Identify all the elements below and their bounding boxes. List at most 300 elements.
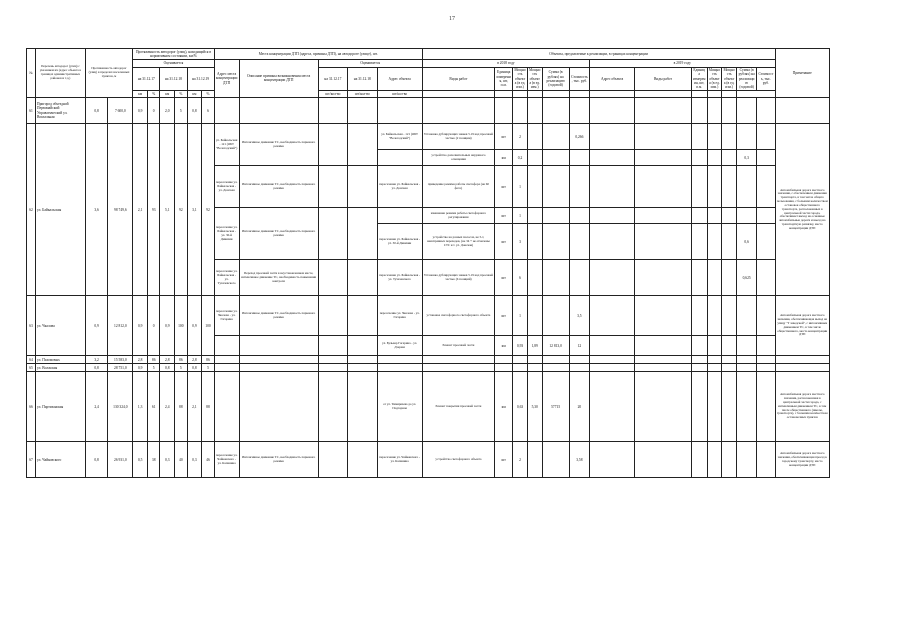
work-type: Установка дублирующих знаков 5.19 над проезжей частью (6 позиций) [422, 260, 494, 296]
empty-cell [318, 166, 347, 208]
empty-cell [722, 364, 737, 372]
quantity: 1 [513, 296, 528, 336]
unit: шт [495, 166, 513, 208]
conc-cause: Интенсивное движение ТС, необходимость паркового режима [239, 208, 318, 260]
conc-cause: Интенсивное движение ТС, необходимость паркового режима [239, 296, 318, 336]
work-type: изменение режима работы светофорного регулирования [422, 208, 494, 224]
empty-cell [542, 356, 569, 364]
percent-2019: 86 [202, 356, 214, 364]
note: Автомобильная дорога местного значения, обеспечивающая выход на улицу "Т заводской", с интенсивным движением ТС, в том числе общественного, место концентрации ДТП [775, 296, 830, 356]
col-address: Адрес места концентрации ДТП [214, 59, 239, 98]
empty-cell [722, 296, 737, 336]
sub-estimate: Оценивается [133, 59, 214, 67]
empty-cell [757, 356, 775, 364]
quantity: 2 [513, 442, 528, 478]
empty-cell [348, 356, 377, 364]
cost: 57715 [542, 372, 569, 442]
price: 12 [569, 336, 589, 356]
group-objects: Объекты, предлагаемые к реализации, в границах концентрации [422, 49, 775, 60]
conc-address: ул. Байкальская - 121 (ОБТ "Вологодский") [214, 124, 239, 166]
y2019-objects: в 2019 году [590, 59, 775, 67]
empty-cell [757, 150, 775, 166]
price-18: Стоимость, тыс. руб. [569, 67, 589, 91]
percent-2017: 38 [147, 442, 159, 478]
empty-cell [318, 372, 347, 442]
empty-cell [635, 98, 692, 124]
empty-cell [422, 364, 494, 372]
empty-cell [513, 98, 528, 124]
volume-19: Мощность объекта (в ед. изм.) [708, 68, 721, 90]
work-type: устройство на разных полосах, не 5-т, неисправных переходов, (не 34 + не отмечены СТС и т. ул. Донская) [422, 224, 494, 260]
empty-cell [722, 150, 737, 166]
empty-cell [348, 296, 377, 336]
length: 0,8 [85, 98, 108, 124]
empty-cell [527, 356, 542, 364]
object-address [377, 150, 422, 166]
unit-cell: км [133, 91, 148, 98]
empty-cell [590, 336, 635, 356]
empty-cell [736, 364, 756, 372]
empty-cell [527, 442, 542, 478]
empty-cell [757, 336, 775, 356]
empty-cell [590, 372, 635, 442]
empty-cell [635, 260, 692, 296]
empty-cell [348, 260, 377, 296]
object-address: пересечение ул. Чкалова - ул. Гагарина [377, 296, 422, 336]
conc-cause: Интенсивное движение ТС, необходимость паркового режима [239, 166, 318, 208]
unit-cell [722, 91, 737, 98]
empty-cell [736, 356, 756, 364]
empty-cell [691, 208, 707, 224]
empty-cell [318, 336, 347, 356]
col-road: Перечень автодорог (улиц) с указанием их (адрес объекта в границах административных районов и т.д.) [36, 49, 86, 98]
empty-cell [590, 260, 635, 296]
empty-cell [736, 372, 756, 442]
unit-cell [707, 91, 722, 98]
empty-cell [691, 166, 707, 208]
quantity: 2 [513, 124, 528, 150]
empty-cell [707, 372, 722, 442]
price: 0,266 [569, 124, 589, 150]
empty-cell [775, 364, 830, 372]
quantity: 1 [513, 208, 528, 224]
empty-cell [757, 260, 775, 296]
price: 0,3 [736, 150, 756, 166]
conc-2018: на 31.12.18 [348, 67, 377, 91]
empty-cell [635, 124, 692, 150]
empty-cell [590, 98, 635, 124]
value-2017: 0,9 [133, 364, 148, 372]
unit: км [495, 336, 513, 356]
note: Автомобильная дорога местного значения, обеспечивающая проезд к городскому транспорту, место концентрации ДТП [775, 442, 830, 478]
percent-2019: 6 [202, 98, 214, 124]
value-2019: 3,1 [187, 124, 202, 296]
unit: шт [495, 260, 513, 296]
percent-2017: 93 [147, 124, 159, 296]
empty-cell [590, 224, 635, 260]
empty-cell [691, 296, 707, 336]
empty-cell [348, 364, 377, 372]
normal: 98 749,6 [108, 124, 133, 296]
work-18: Виды работ [422, 67, 494, 91]
percent-2017: 0 [147, 98, 159, 124]
table-row [27, 296, 830, 336]
empty-cell [707, 336, 722, 356]
work-type: приведение режима работы светофора (на 60 фото) [422, 166, 494, 208]
empty-cell [691, 372, 707, 442]
price: 20 [569, 372, 589, 442]
empty-cell [422, 98, 494, 124]
table-row [27, 98, 830, 124]
percent-2019: 5 [202, 364, 214, 372]
empty-cell [635, 166, 692, 208]
empty-cell [527, 224, 542, 260]
empty-cell [348, 98, 377, 124]
empty-cell [722, 208, 737, 224]
object-address: пересечение ул. Байкальская - ул. 30-й Дивизии [377, 224, 422, 260]
unit-cell: % [202, 91, 214, 98]
price: 3,58 [569, 442, 589, 478]
empty-cell [569, 166, 589, 208]
row-number: 62 [27, 124, 36, 296]
empty-cell [239, 336, 318, 356]
empty-cell [757, 166, 775, 208]
y2018-objects: в 2018 году [422, 59, 589, 67]
road-name: ул. Байкальская [36, 124, 86, 296]
value-2019: 2,8 [187, 356, 202, 364]
empty-cell [635, 150, 692, 166]
y2018: на 31.12.18 [160, 67, 187, 91]
unit-cell: шт/кол-во [348, 91, 377, 98]
normal: 130 324,0 [108, 372, 133, 442]
empty-cell [318, 364, 347, 372]
empty-cell [569, 150, 589, 166]
empty-cell [527, 124, 542, 150]
empty-cell [542, 208, 569, 224]
length: 2,4 [85, 372, 108, 442]
price: 3,5 [569, 296, 589, 336]
empty-cell [590, 356, 635, 364]
unit-cell [513, 91, 528, 98]
empty-cell [635, 356, 692, 364]
row-number: 61 [27, 98, 36, 124]
col-causes: Описание причины возникновения места концентрации ДТП [239, 59, 318, 98]
work-19: Виды работ [635, 67, 692, 91]
empty-cell [707, 296, 722, 336]
empty-cell [722, 356, 737, 364]
empty-cell [348, 372, 377, 442]
y2019: на 31.12.19 [187, 67, 214, 91]
empty-cell [318, 442, 347, 478]
unit: шт [495, 208, 513, 224]
unit-19: Единица измерения, шт, п.м. [692, 68, 706, 90]
percent-2018: 5 [175, 364, 187, 372]
addr-18: Адрес объекта [377, 67, 422, 91]
road-name: ул. Волжская [36, 364, 86, 372]
empty-cell [707, 98, 722, 124]
normal: 7 600,0 [108, 98, 133, 124]
normal: 26 931,0 [108, 442, 133, 478]
empty-cell [635, 364, 692, 372]
empty-cell [214, 98, 239, 124]
empty-cell [722, 372, 737, 442]
empty-cell [757, 124, 775, 150]
road-name: ул. Партизанская [36, 372, 86, 442]
empty-cell [775, 98, 830, 124]
empty-cell [348, 208, 377, 260]
empty-cell [722, 224, 737, 260]
empty-cell [542, 150, 569, 166]
quantity: 0,93 [513, 336, 528, 356]
empty-cell [635, 208, 692, 224]
group-extent: Протяженность автодорог (улиц), находящийся в нормативном состоянии, км/% [133, 49, 214, 60]
price: 0,6 [736, 224, 756, 260]
empty-cell [527, 98, 542, 124]
percent-2019: 100 [202, 296, 214, 356]
empty-cell [722, 124, 737, 150]
percent-2017: 86 [147, 356, 159, 364]
length: 0,8 [85, 442, 108, 478]
length: 0,9 [85, 296, 108, 356]
work-type: Ремонт проезжей части [422, 336, 494, 356]
price-19: Стоимость, тыс. руб. [757, 67, 775, 91]
empty-cell [542, 98, 569, 124]
reduce-18: Мощность объекта (в ед. изм.) [529, 68, 541, 90]
empty-cell [707, 166, 722, 208]
road-name: ул. Чкалова [36, 296, 86, 356]
empty-cell [214, 356, 239, 364]
value-2017: 2,8 [133, 356, 148, 364]
empty-cell [635, 336, 692, 356]
value-2018: 0,9 [160, 296, 175, 356]
conc-address: пересечение ул. Чайковского - ул. Калинина [214, 442, 239, 478]
object-address: пересечение ул. Байкальская - ул. Донская [377, 166, 422, 208]
empty-cell [736, 336, 756, 356]
reduce: 1,89 [527, 336, 542, 356]
empty-cell [569, 260, 589, 296]
empty-cell [495, 364, 513, 372]
road-safety-table [26, 48, 830, 478]
empty-cell [542, 364, 569, 372]
empty-cell [318, 296, 347, 336]
percent-2019: 92 [202, 124, 214, 296]
value-2017: 0,5 [133, 442, 148, 478]
work-type: установка светофорного светофорного объекта [422, 296, 494, 336]
empty-cell [527, 364, 542, 372]
table-row [27, 356, 830, 364]
value-2017: 1,3 [133, 372, 148, 442]
empty-cell [377, 356, 422, 364]
cost: 12 813,0 [542, 336, 569, 356]
conc-cause: Переход проезжей части в неустановленном месте, интенсивное движение ТС, необходимость повышения контроля [239, 260, 318, 296]
unit-cell [422, 91, 494, 98]
conc-2017: на 31.12.17 [318, 67, 347, 91]
object-address: от ул. Тимирязева до ул. Подгорная [377, 372, 422, 442]
normal: 15 583,0 [108, 356, 133, 364]
empty-cell [635, 296, 692, 336]
empty-cell [527, 260, 542, 296]
empty-cell [722, 260, 737, 296]
empty-cell [757, 364, 775, 372]
empty-cell [736, 442, 756, 478]
empty-cell [707, 208, 722, 224]
empty-cell [691, 224, 707, 260]
value-2017: 0,9 [133, 98, 148, 124]
conc-cause: Интенсивное движение ТС, необходимость паркового режима [239, 124, 318, 166]
empty-cell [377, 364, 422, 372]
row-number: 67 [27, 442, 36, 478]
empty-cell [691, 260, 707, 296]
unit-cell [635, 91, 692, 98]
empty-cell [239, 356, 318, 364]
percent-2018: 88 [175, 372, 187, 442]
value-2019: 0,8 [187, 364, 202, 372]
empty-cell [377, 208, 422, 224]
empty-cell [348, 336, 377, 356]
empty-cell [722, 442, 737, 478]
empty-cell [757, 372, 775, 442]
empty-cell [348, 124, 377, 166]
empty-cell [736, 208, 756, 224]
empty-cell [422, 356, 494, 364]
value-2018: 2,0 [160, 98, 175, 124]
table-row [27, 124, 830, 150]
percent-2019: 88 [202, 372, 214, 442]
value-2018: 0,3 [160, 442, 175, 478]
empty-cell [590, 166, 635, 208]
empty-cell [757, 98, 775, 124]
empty-cell [527, 296, 542, 336]
table-row [27, 372, 830, 442]
empty-cell [214, 364, 239, 372]
value-2018: 2,4 [160, 372, 175, 442]
empty-cell [569, 224, 589, 260]
empty-cell [542, 260, 569, 296]
empty-cell [569, 208, 589, 224]
value-2019: 0,3 [187, 442, 202, 478]
percent-2017: 5 [147, 364, 159, 372]
unit-cell: шт/кол-во [377, 91, 422, 98]
empty-cell [542, 442, 569, 478]
unit-cell: % [175, 91, 187, 98]
empty-cell [691, 124, 707, 150]
empty-cell [377, 98, 422, 124]
empty-cell [691, 356, 707, 364]
empty-cell [569, 356, 589, 364]
y2017: на 31.12.17 [133, 67, 160, 91]
empty-cell [542, 166, 569, 208]
empty-cell [590, 364, 635, 372]
sub-withdrawn: Оценивается [318, 59, 422, 67]
normal: 28 751,0 [108, 364, 133, 372]
unit: км [495, 150, 513, 166]
note: Автомобильная дорога местного значения, расположенная в центральной части города, с интенсивным движением ТС, в том числе общественного (школы, транспорта), с большим количеством остановочных пунктов [775, 372, 830, 442]
empty-cell [495, 356, 513, 364]
unit: шт [495, 442, 513, 478]
object-address: пересечение ул. Байкальская - ул. Тухачевского [377, 260, 422, 296]
empty-cell [722, 98, 737, 124]
cost-19: Сумма (в рублях) на реализацию (годовой) [736, 67, 756, 91]
empty-cell [239, 364, 318, 372]
percent-2018: 100 [175, 296, 187, 356]
cost-18: Сумма (в рублях) на реализацию (годовой) [542, 67, 569, 91]
empty-cell [707, 356, 722, 364]
unit: км [495, 372, 513, 442]
empty-cell [757, 442, 775, 478]
empty-cell [348, 166, 377, 208]
empty-cell [707, 260, 722, 296]
empty-cell [736, 124, 756, 150]
conc-address: пересечение ул. Байкальская - ул. 30-й Дивизии [214, 208, 239, 260]
value-2019: 0,9 [187, 296, 202, 356]
unit-cell: шт/кол-во [318, 91, 347, 98]
empty-cell [513, 356, 528, 364]
value-2017: 0,9 [133, 296, 148, 356]
empty-cell [736, 296, 756, 336]
row-number: 66 [27, 372, 36, 442]
empty-cell [318, 260, 347, 296]
empty-cell [542, 296, 569, 336]
value-2019: 2,1 [187, 372, 202, 442]
value-2018: 2,8 [160, 356, 175, 364]
work-type: устройство светофорного объекта [422, 442, 494, 478]
percent-2018: 5 [175, 98, 187, 124]
empty-cell [757, 224, 775, 260]
percent-2017: 0 [147, 296, 159, 356]
empty-cell [736, 98, 756, 124]
empty-cell [569, 98, 589, 124]
length: 3,6 [85, 124, 108, 296]
empty-cell [214, 336, 239, 356]
object-address: ул. Байкальская - 121 (ОБТ "Вологодский") [377, 124, 422, 150]
empty-cell [542, 124, 569, 150]
empty-cell [722, 336, 737, 356]
empty-cell [590, 124, 635, 150]
empty-cell [527, 166, 542, 208]
empty-cell [590, 296, 635, 336]
note: Автомобильная дорога местного значения, с обеспечением движения транспорта, в том числе общего пользования, с большим количеством остановок общественного транспорта, расположенных в центральной части города, обеспечивает выход на основные автомобильные дороги и выезд на транспортную развязку, место концентрации ДТП [775, 124, 830, 296]
empty-cell [495, 98, 513, 124]
value-2018: 5,1 [160, 124, 175, 296]
empty-cell [318, 208, 347, 260]
empty-cell [691, 442, 707, 478]
empty-cell [691, 150, 707, 166]
percent-2018: 86 [175, 356, 187, 364]
work-type: Ремонт покрытия проезжей части [422, 372, 494, 442]
empty-cell [590, 150, 635, 166]
empty-cell [635, 442, 692, 478]
empty-cell [707, 150, 722, 166]
empty-cell [542, 224, 569, 260]
unit-cell: км [187, 91, 202, 98]
table-row [27, 442, 830, 478]
unit-cell: % [147, 91, 159, 98]
row-number: 65 [27, 364, 36, 372]
work-type: Установка дублирующих знаков 5.19 над проезжей частью (2 позиции) [422, 124, 494, 150]
empty-cell [527, 208, 542, 224]
work-type: устройство дополнительных наружного освещения [422, 150, 494, 166]
addr-19: Адрес объекта [590, 67, 635, 91]
unit: шт [495, 224, 513, 260]
normal: 12 812,0 [108, 296, 133, 356]
percent-2018: 92 [175, 124, 187, 296]
empty-cell [513, 364, 528, 372]
empty-cell [239, 372, 318, 442]
empty-cell [691, 336, 707, 356]
empty-cell [348, 442, 377, 478]
empty-cell [214, 372, 239, 442]
unit-cell [691, 91, 707, 98]
